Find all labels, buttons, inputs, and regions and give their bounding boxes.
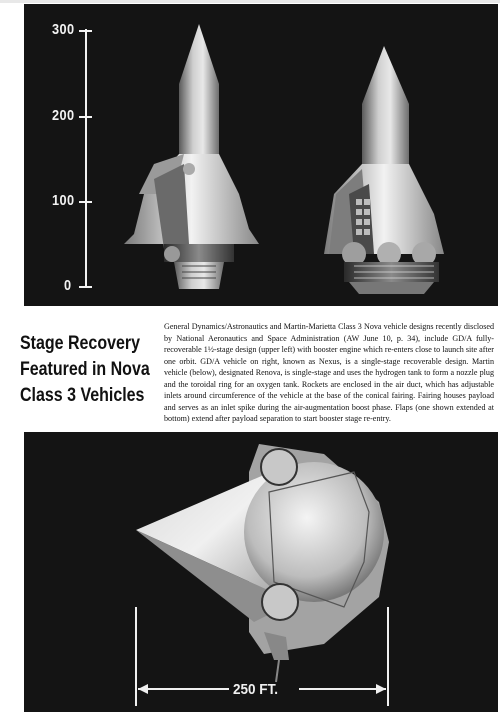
headline-line-2: Featured in Nova (20, 358, 150, 380)
gda-nexus-model (324, 46, 444, 294)
headline-line-1: Stage Recovery (20, 332, 140, 354)
scale-tick-200: 200 (52, 107, 75, 124)
top-photo-illustration (24, 4, 498, 306)
height-scale-ruler (79, 29, 92, 288)
article-headline (20, 330, 170, 408)
article-caption: General Dynamics/Astronautics and Martin-Marietta Class 3 Nova vehicle designs recently disclosed by National Aeronautics and Space Administration (AW June 10, p. 34), include GD/A fully-recoverable 1½-stage design (upper left) with booster engine which re-enters close to launch site after one orbit. GD/A vehicle on right, known as Nexus, is a single-stage recoverable design. Martin vehicle (below), designated Renova, is single-stage and uses the hydrogen tank to form a nozzle plug and the toroidal ring for an oxygen tank. Rockets are enclosed in the air duct, which has adjustable inlets around circumference of the vehicle at the base of the conical fairing. Fairing houses payload and serves as an inlet spike during the air-augmentation boost phase. Flaps (one shown extended at bottom) extend after payload separation to start booster stage re-entry. (164, 322, 494, 423)
scale-tick-100: 100 (52, 192, 75, 209)
scale-tick-300: 300 (52, 21, 75, 38)
length-dimension-label: 250 FT. (233, 681, 279, 698)
top-photo-vehicle-models (24, 4, 498, 306)
bottom-photo-illustration (24, 432, 498, 712)
bottom-photo-renova-model (24, 432, 498, 712)
scale-tick-0: 0 (64, 277, 72, 294)
martin-renova-model (136, 444, 389, 682)
gda-one-and-half-stage-model (124, 24, 259, 289)
page-top-edge (0, 0, 500, 3)
headline-line-3: Class 3 Vehicles (20, 384, 145, 406)
